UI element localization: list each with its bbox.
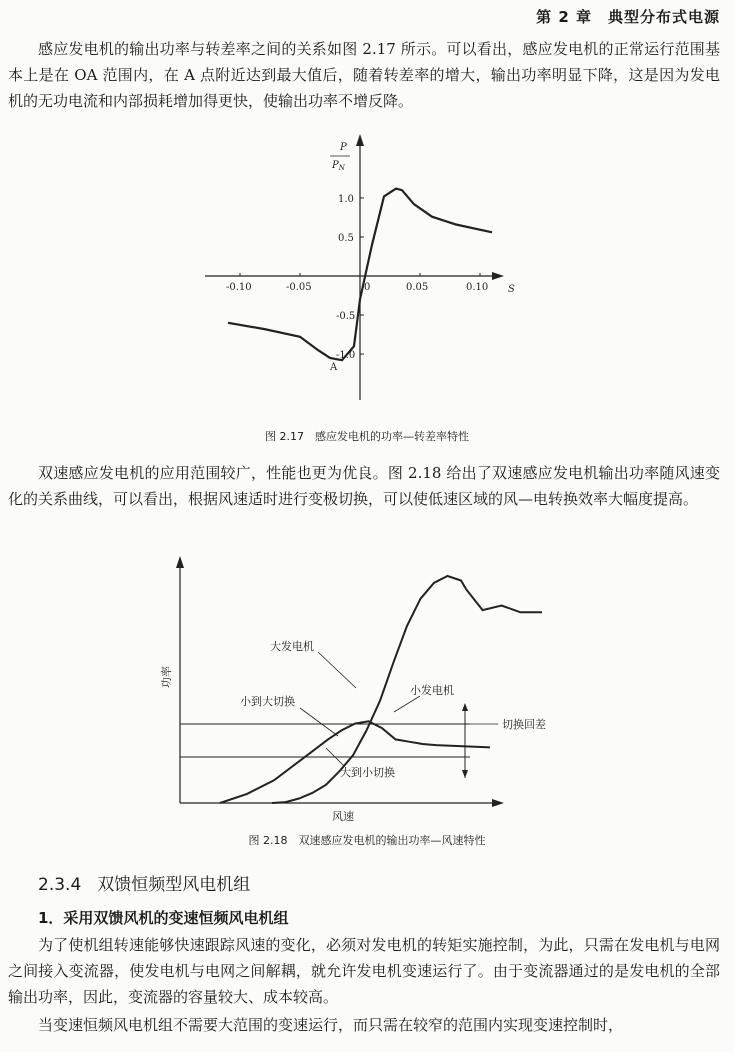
x-label: S	[508, 284, 515, 295]
figure-2-18	[0, 548, 734, 828]
y-axis	[356, 134, 364, 400]
chapter-header: 第 2 章 典型分布式电源	[536, 8, 720, 26]
large-generator-curve	[272, 576, 542, 803]
section-number: 2.3.4	[38, 875, 82, 895]
y-tick-label: -0.5	[336, 311, 356, 322]
y-tick-label: -1.0	[336, 350, 356, 361]
large-to-small-label: 大到小切换	[340, 766, 395, 779]
y-tick-label: 1.0	[338, 194, 354, 205]
x-axis-label: 风速	[332, 810, 354, 823]
y-label-numerator: P	[340, 142, 347, 153]
x-tick-label: 0	[364, 282, 371, 293]
x-tick-label: 0.05	[406, 282, 429, 293]
x-axis	[205, 272, 504, 280]
y-label-denominator: $P_N$	[332, 160, 345, 172]
tick-group	[226, 194, 488, 361]
hysteresis-marker	[462, 703, 498, 778]
y-tick-label: 0.5	[338, 233, 354, 244]
figure-2-18-caption: 图 2.18 双速感应发电机的输出功率—风速特性	[248, 834, 486, 847]
paragraph-3: 为了使机组转速能够快速跟踪风速的变化，必须对发电机的转矩实施控制，为此，只需在发电机与电网之间接入变流器，使发电机与电网之间解耦，就允许发电机变速运行了。由于变流器通过的是发电机的全部输出功率，因此，变流器的容量较大、成本较高。	[8, 936, 720, 1006]
small-to-large-label: 小到大切换	[240, 695, 295, 708]
point-a-label: A	[330, 362, 338, 373]
paragraph-2: 双速感应发电机的应用范围较广，性能也更为优良。图 2.18 给出了双速感应发电机输出功率随风速变化的关系曲线，可以看出，根据风速适时进行变极切换，可以使低速区域的风—电转换效率大幅度提高。	[8, 464, 720, 508]
large-generator-label: 大发电机	[270, 640, 314, 653]
x-tick-label: -0.05	[286, 282, 312, 293]
paragraph-1: 感应发电机的输出功率与转差率之间的关系如图 2.17 所示。可以看出，感应发电机的正常运行范围基本上是在 OA 范围内，在 A 点附近达到最大值后，随着转差率的增大，输出功率明显下降，这是因为发电机的无功电流和内部损耗增加得更快，使输出功率不增反降。	[8, 40, 720, 110]
x-tick-label: -0.10	[226, 282, 252, 293]
small-generator-curve	[220, 721, 490, 803]
subsection-heading: 1．采用双馈风机的变速恒频风电机组	[38, 909, 289, 927]
y-axis-label: 功率	[160, 666, 173, 688]
figure-2-17-caption: 图 2.17 感应发电机的功率—转差率特性	[265, 430, 469, 443]
hysteresis-label: 切换回差	[502, 718, 546, 731]
section-title: 双馈恒频型风电机组	[97, 875, 251, 895]
section-heading	[38, 870, 266, 895]
small-generator-label: 小发电机	[410, 684, 454, 697]
x-tick-label: 0.10	[466, 282, 489, 293]
paragraph-4: 当变速恒频风电机组不需要大范围的变速运行，而只需在较窄的范围内实现变速控制时，	[38, 1016, 624, 1034]
y-axis	[176, 556, 184, 803]
